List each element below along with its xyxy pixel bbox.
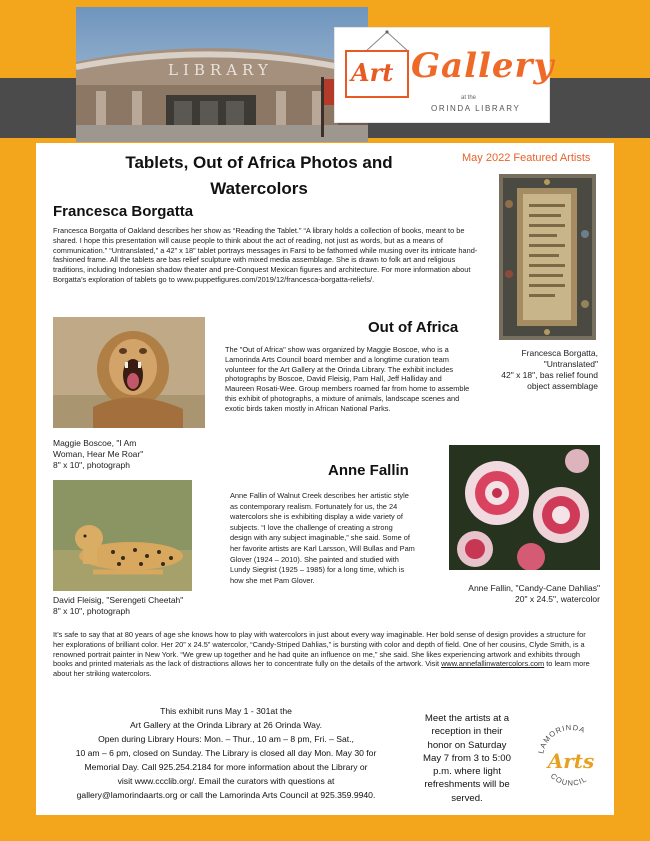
exhibit-info-line: visit www.ccclib.org/. Email the curators with questions at xyxy=(117,776,335,786)
lion-photo xyxy=(53,317,205,428)
page-title xyxy=(106,150,412,202)
logo-at-text: at the xyxy=(461,95,477,101)
council-logo-middle: Arts xyxy=(547,749,595,773)
reception-line: p.m. where light xyxy=(433,766,501,778)
reception-line: refreshments will be xyxy=(424,779,510,791)
fallin-caption-line: 20" x 24.5", watercolor xyxy=(515,594,600,604)
reception-line: reception in their xyxy=(431,726,503,738)
fallin-caption xyxy=(430,583,600,605)
closing-text-end: to learn more about her striking watercolors. xyxy=(53,659,590,679)
logo-gallery-text: Gallery xyxy=(411,46,555,86)
exhibit-info xyxy=(56,704,396,802)
lamorinda-arts-council-logo xyxy=(535,710,607,806)
art-gallery-logo xyxy=(334,27,555,123)
reception-line: Meet the artists at a xyxy=(424,713,510,724)
cheetah-caption-line: 8" x 10", photograph xyxy=(53,606,130,616)
exhibit-info-line: This exhibit runs May 1 - 301at the xyxy=(160,706,292,716)
anne-fallin-heading: Anne Fallin xyxy=(328,462,409,479)
exhibit-info-line: Memorial Day. Call 925.254.2184 for more information about the Library or xyxy=(84,762,368,772)
title-line-2: Watercolors xyxy=(210,179,308,198)
lion-caption-line: Maggie Boscoe, "I Am xyxy=(53,438,137,448)
cheetah-photo xyxy=(53,480,192,591)
borgatta-caption-line: "Untranslated" xyxy=(543,359,598,369)
fallin-caption-line: Anne Fallin, "Candy-Cane Dahlias" xyxy=(468,583,600,593)
borgatta-paragraph: Francesca Borgatta of Oakland describes her show as “Reading the Tablet.” “A library holds a collection of books, meant to be shared. I hope this presentation will cause people to think about the act of reading, not just as words, but as a means of communication.” “Untranslated,” a 42” x 18” tablet portrays messages in Farsi to be fathomed while musing over its intricate hand-fashioned frame. All the tablets are bas relief sculpture with mixed media assemblage. She is drawn to folk art and religious traditions, including Indonesian shadow theater and pre-Conquest Mexican figures and architecture. For more information about Borgatta’s exploration of tablets go to www.puppetfigures.com/2019/12/francesca-borgatta-reliefs/. xyxy=(53,226,478,284)
dahlias-painting xyxy=(449,445,600,570)
closing-text: It’s safe to say that at 80 years of age she knows how to play with watercolors in just about every way imaginable. Her bold sense of design provides a structure for her explorations of brilliant color. Her 20” x 24.5” watercolor, “Candy-Striped Dahlias,” is bursting with color and depth of field. One of her cousins, Clyde Smith, is a renowned portrait painter in New York. “We grew up together and he had quite an influence on me,” she said. She likes experiencing artwork and exhibits through books and printed materials as the lack of distractions allows her to concentrate fully on the details of the artwork. Visit xyxy=(53,630,586,669)
borgatta-heading: Francesca Borgatta xyxy=(53,203,194,220)
exhibit-info-line: Open during Library Hours: Mon. – Thur., 10 am – 8 pm, Fri. – Sat., xyxy=(98,734,354,744)
reception-line: honor on Saturday xyxy=(427,739,507,751)
logo-art-text: Art xyxy=(351,58,394,87)
reception-line: May 7 from 3 to 5:00 xyxy=(423,752,511,764)
lion-caption-line: Woman, Hear Me Roar" xyxy=(53,449,144,459)
reception-line: served. xyxy=(451,792,483,804)
svg-text:COUNCIL xyxy=(549,771,589,787)
annefallin-link[interactable]: www.annefallinwatercolors.com xyxy=(441,659,545,669)
cheetah-caption-line: David Fleisig, "Serengeti Cheetah" xyxy=(53,595,184,605)
closing-paragraph xyxy=(53,630,598,679)
untranslated-artwork-image xyxy=(499,174,596,340)
council-logo-top: LAMORINDA xyxy=(536,722,587,755)
borgatta-caption-line: object assemblage xyxy=(527,381,598,391)
library-sign: LIBRARY xyxy=(168,61,273,79)
exhibit-info-line: gallery@lamorindaarts.org or call the Lamorinda Arts Council at 925.359.9940. xyxy=(76,790,376,800)
out-of-africa-paragraph: The "Out of Africa" show was organized by Maggie Boscoe, who is a Lamorinda Arts Council board member and a longtime curation team volunteer for the Art Gallery at the Orinda Library. The exhibit includes photographs by Boscoe, David Fleisig, Pam Hall, Jeff Halliday and Maureen Rosati-Wee. Group members roamed far from home to assemble this exhibit of photographs, a mixture of animals, landscape scenes and exotic birds taken mostly in African National Parks. xyxy=(225,345,470,413)
reception-info xyxy=(411,712,523,805)
logo-orinda-library: ORINDA LIBRARY xyxy=(431,104,521,113)
library-building-photo xyxy=(76,7,368,142)
borgatta-caption xyxy=(470,348,598,392)
lion-caption xyxy=(53,438,203,471)
borgatta-caption-line: Francesca Borgatta, xyxy=(521,348,598,358)
out-of-africa-heading: Out of Africa xyxy=(368,319,459,336)
cheetah-caption xyxy=(53,595,228,617)
borgatta-caption-line: 42" x 18", bas relief found xyxy=(501,370,598,380)
art-frame xyxy=(345,50,409,98)
featured-artists-label: May 2022 Featured Artists xyxy=(462,152,591,164)
exhibit-info-line: 10 am – 6 pm, closed on Sunday. The Library is closed all day Mon. May 30 for xyxy=(75,748,377,758)
exhibit-info-line: Art Gallery at the Orinda Library at 26 Orinda Way. xyxy=(129,720,322,730)
title-line-1: Tablets, Out of Africa Photos and xyxy=(125,153,393,172)
council-logo-bottom: COUNCIL xyxy=(548,771,589,788)
anne-fallin-paragraph: Anne Fallin of Walnut Creek describes her artistic style as contemporary realism. Fortunately for us, the 24 watercolors she is exhibiting display a wide variety of subjects. “I love the challenge of creating a strong design with any subject imaginable,” she said. Some of her favorite artists are Karl Larsson, Will Bullas and Pam Glover (1924 – 2010). She painted and studied with Lundy Siegrist (1925 – 1985) for a long time, which is how she met Pam Glover. xyxy=(230,491,415,585)
lion-caption-line: 8" x 10", photograph xyxy=(53,460,130,470)
